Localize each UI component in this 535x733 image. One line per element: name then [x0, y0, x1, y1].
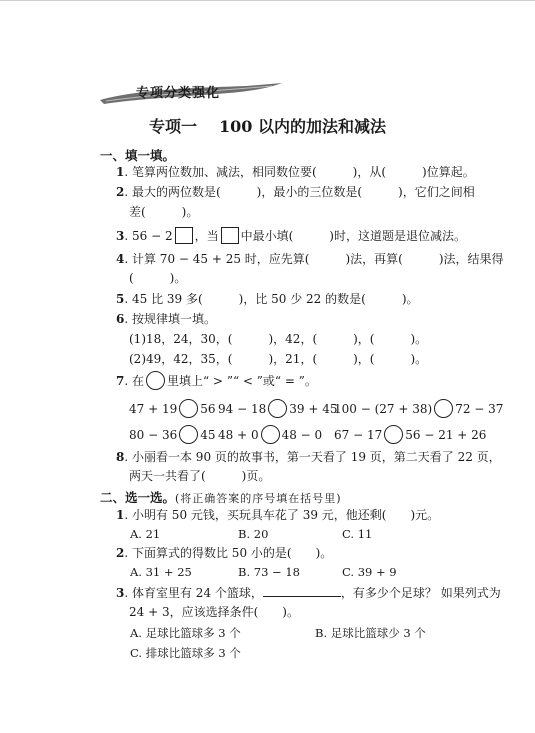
fill-q7-row1-item1: 47 + 19 56	[129, 399, 216, 418]
fill-q7: 7. 在 里填上“ > ”“ < ”或“ = ”。	[116, 371, 317, 390]
fill-q6-row2: (2)49，42，35，( )，21，( )，( )。	[129, 352, 428, 366]
compare-circle[interactable]	[434, 399, 453, 418]
compare-circle[interactable]	[268, 399, 287, 418]
compare-circle[interactable]	[179, 425, 198, 444]
fill-q2: 2. 最大的两位数是( )，最小的三位数是( )，它们之间相	[116, 185, 475, 199]
compare-circle[interactable]	[261, 425, 280, 444]
answer-box[interactable]	[175, 227, 193, 244]
fill-q7-row2-item3: 67 − 17 56 − 21 + 26	[334, 425, 486, 444]
section-heading-choose: 二、选一选。(将正确答案的序号填在括号里)	[100, 490, 342, 505]
section-heading-fill: 一、填一填。	[100, 148, 176, 163]
choose-q1-option-b[interactable]: B. 20	[238, 527, 269, 541]
fill-q7-row2-item1: 80 − 36 45	[129, 425, 216, 444]
section-banner	[96, 80, 286, 106]
page-title	[0, 114, 535, 137]
fill-q2-cont: 差( )。	[129, 205, 199, 219]
blank-line[interactable]	[263, 586, 341, 597]
answer-box[interactable]	[221, 227, 239, 244]
fill-q7-row1-item3: 100 − (27 + 38) 72 − 37	[334, 399, 503, 418]
title-part2: 100 以内的加法和减法	[219, 117, 386, 136]
choose-q1: 1. 小明有 50 元钱，买玩具车花了 39 元，他还剩( )元。	[116, 508, 440, 522]
choose-q1-option-a[interactable]: A. 21	[130, 527, 161, 541]
choose-q2: 2. 下面算式的得数比 50 小的是( )。	[116, 546, 333, 560]
fill-q3: 3. 56 − 2 ，当 中最小填( )时，这道题是退位减法。	[116, 229, 466, 243]
fill-q1: 1. 笔算两位数加、减法，相同数位要( )，从( )位算起。	[116, 165, 475, 179]
choose-q3-cont: 24 + 3，应该选择条件( )。	[129, 605, 299, 619]
fill-q8: 8. 小丽看一本 90 页的故事书，第一天看了 19 页，第二天看了 22 页，	[116, 450, 501, 464]
fill-q6-row1: (1)18，24，30，( )，42，( )，( )。	[129, 332, 428, 346]
compare-circle[interactable]	[146, 371, 165, 390]
fill-q6: 6. 按规律填一填。	[116, 312, 216, 326]
fill-q8-cont: 两天一共看了( )页。	[129, 469, 271, 483]
compare-circle[interactable]	[179, 399, 198, 418]
title-part1: 专项一	[149, 117, 198, 136]
choose-q3-option-a[interactable]: A. 足球比篮球多 3 个	[130, 626, 241, 640]
choose-q3-option-b[interactable]: B. 足球比篮球少 3 个	[315, 626, 426, 640]
fill-q4-cont: ( )。	[129, 271, 187, 285]
compare-circle[interactable]	[384, 425, 403, 444]
fill-q7-row1-item2: 94 − 18 39 + 45	[218, 399, 337, 418]
fill-q7-row2-item2: 48 + 0 48 − 0	[218, 425, 322, 444]
top-rule	[0, 0, 535, 1]
fill-q5: 5. 45 比 39 多( )，比 50 少 22 的数是( )。	[116, 292, 419, 306]
choose-q2-option-b[interactable]: B. 73 − 18	[238, 565, 300, 579]
fill-q4: 4. 计算 70 − 45 + 25 时，应先算( )法，再算( )法，结果得	[116, 252, 504, 266]
choose-q1-option-c[interactable]: C. 11	[342, 527, 373, 541]
choose-q2-option-c[interactable]: C. 39 + 9	[342, 565, 397, 579]
choose-q3-option-c[interactable]: C. 排球比篮球多 3 个	[130, 646, 241, 660]
choose-q2-option-a[interactable]: A. 31 + 25	[130, 565, 192, 579]
banner-label: 专项分类强化	[136, 86, 221, 101]
choose-q3: 3. 体育室里有 24 个篮球， ，有多少个足球？ 如果列式为	[116, 586, 501, 600]
